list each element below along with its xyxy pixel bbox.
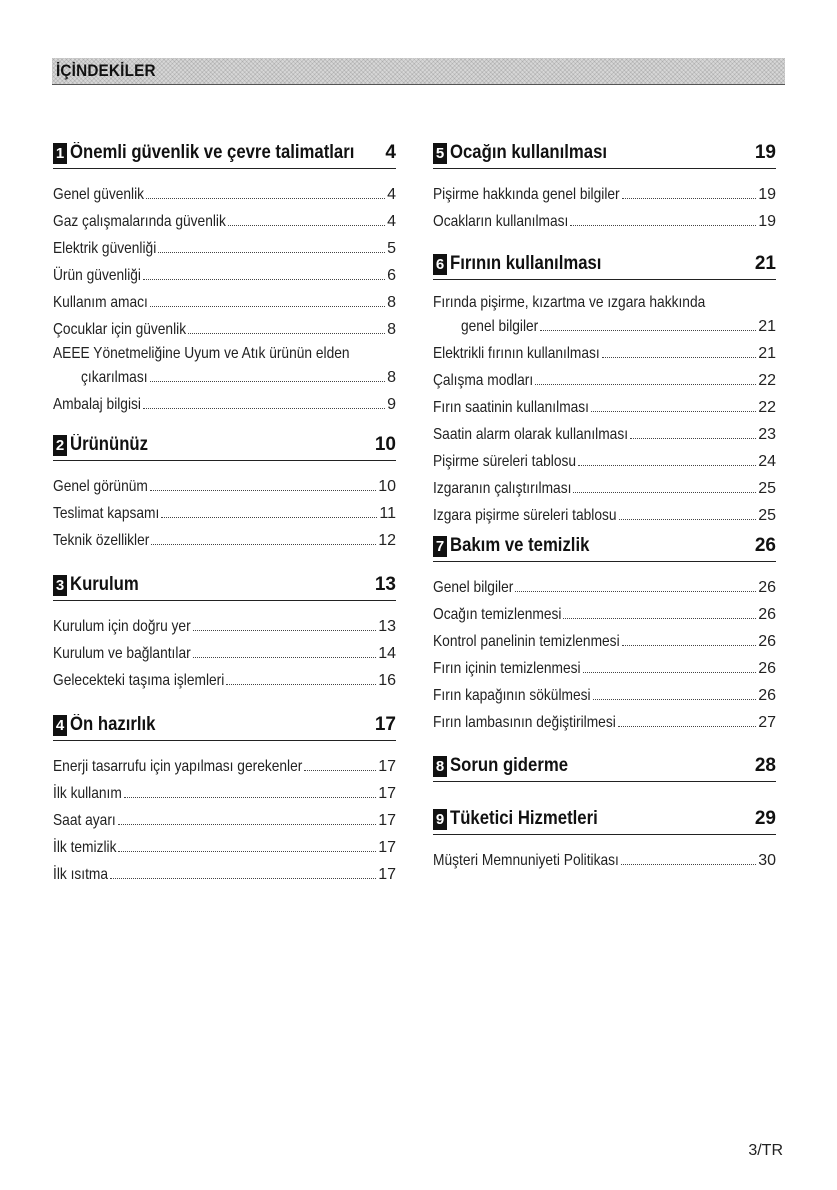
toc-entry[interactable] <box>433 204 776 231</box>
entry-text: Genel güvenlik <box>53 186 145 203</box>
entry-text-wrap <box>53 294 148 312</box>
section-page-number: 28 <box>754 755 776 776</box>
entry-page-number: 23 <box>758 426 776 443</box>
toc-entry[interactable] <box>53 177 396 204</box>
entry-text-wrap <box>433 399 589 417</box>
entry-list <box>53 609 396 690</box>
entry-line <box>53 363 396 387</box>
entry-text-wrap <box>53 866 108 884</box>
entry-page-number: 9 <box>387 396 396 413</box>
entry-text: Çocuklar için güvenlik <box>53 321 187 338</box>
toc-entry[interactable] <box>53 749 396 776</box>
toc-entry[interactable] <box>53 857 396 884</box>
section-page-number: 21 <box>754 253 776 274</box>
toc-entry[interactable] <box>53 496 396 523</box>
entry-list <box>433 288 776 525</box>
entry-text: Kullanım amacı <box>53 294 148 311</box>
toc-entry[interactable] <box>433 288 776 336</box>
toc-entry[interactable] <box>53 339 396 387</box>
entry-text-wrap <box>433 687 591 705</box>
toc-entry[interactable] <box>53 663 396 690</box>
entry-page-number: 13 <box>378 618 396 635</box>
dot-leader <box>578 465 756 466</box>
entry-text-wrap <box>53 213 226 231</box>
section-number-badge: 5 <box>433 143 447 164</box>
dot-leader <box>150 490 376 491</box>
entry-text-wrap <box>433 660 581 678</box>
entry-text: İlk kullanım <box>53 785 122 802</box>
entry-text: Gaz çalışmalarında güvenlik <box>53 213 226 230</box>
section-heading[interactable] <box>433 253 776 280</box>
entry-text: Fırın lambasının değiştirilmesi <box>433 714 616 731</box>
entry-page-number: 16 <box>378 672 396 689</box>
entry-text: Saat ayarı <box>53 812 116 829</box>
page-number: 3/TR <box>748 1142 783 1159</box>
entry-text: Teknik özellikler <box>53 532 150 549</box>
entry-page-number: 27 <box>758 714 776 731</box>
entry-text: Fırın içinin temizlenmesi <box>433 660 581 677</box>
entry-text-wrap <box>433 633 620 651</box>
entry-text: Kontrol panelinin temizlenmesi <box>433 633 620 650</box>
entry-page-number: 21 <box>758 345 776 362</box>
section-page-number: 29 <box>754 808 776 829</box>
dot-leader <box>573 492 756 493</box>
dot-leader <box>188 333 385 334</box>
dot-leader <box>226 684 376 685</box>
toc-section <box>53 714 396 884</box>
section-title: Önemli güvenlik ve çevre talimatları <box>70 142 355 163</box>
section-heading[interactable] <box>433 142 776 169</box>
entry-text: Ürün güvenliği <box>53 267 141 284</box>
entry-text-wrap <box>53 240 156 258</box>
entry-list <box>53 177 396 414</box>
entry-page-number: 26 <box>758 606 776 623</box>
entry-text: Fırında pişirme, kızartma ve ızgara hakkında <box>433 294 706 311</box>
entry-page-number: 8 <box>387 321 396 338</box>
toc-section <box>53 142 396 414</box>
entry-text-wrap <box>433 186 620 204</box>
section-page-number: 13 <box>374 574 396 595</box>
dot-leader <box>150 381 386 382</box>
entry-text-wrap <box>461 318 538 336</box>
section-heading[interactable] <box>53 574 396 601</box>
section-number-badge: 4 <box>53 715 67 736</box>
entry-list <box>433 843 776 870</box>
toc-section <box>433 808 776 870</box>
section-title: Ürününüz <box>70 434 149 455</box>
toc-entry[interactable] <box>433 336 776 363</box>
dot-leader <box>622 198 757 199</box>
entry-page-number: 17 <box>378 812 396 829</box>
entry-text-wrap <box>53 532 149 550</box>
toc-entry[interactable] <box>433 651 776 678</box>
section-title: Tüketici Hizmetleri <box>450 808 598 829</box>
entry-page-number: 12 <box>378 532 396 549</box>
entry-text: Izgaranın çalıştırılması <box>433 480 572 497</box>
entry-list <box>53 749 396 884</box>
entry-text-wrap <box>81 369 148 387</box>
toc-entry[interactable] <box>433 390 776 417</box>
section-title: Ön hazırlık <box>70 714 156 735</box>
entry-text-wrap <box>433 294 705 312</box>
dot-leader <box>602 357 757 358</box>
entry-text-wrap <box>433 372 533 390</box>
section-heading[interactable] <box>53 434 396 461</box>
dot-leader <box>619 519 757 520</box>
dot-leader <box>570 225 756 226</box>
toc-entry[interactable] <box>433 597 776 624</box>
dot-leader <box>193 657 377 658</box>
entry-page-number: 19 <box>758 213 776 230</box>
entry-text-wrap <box>433 606 561 624</box>
entry-text-wrap <box>433 480 571 498</box>
toc-entry[interactable] <box>433 678 776 705</box>
entry-page-number: 26 <box>758 633 776 650</box>
entry-line <box>53 339 396 363</box>
dot-leader <box>110 878 376 879</box>
toc-entry[interactable] <box>53 469 396 496</box>
dot-leader <box>124 797 376 798</box>
entry-page-number: 25 <box>758 480 776 497</box>
entry-text: Fırın kapağının sökülmesi <box>433 687 591 704</box>
entry-text-wrap <box>53 478 148 496</box>
entry-text: Ocağın temizlenmesi <box>433 606 562 623</box>
section-page-number: 17 <box>374 714 396 735</box>
entry-text: İlk ısıtma <box>53 866 109 883</box>
section-number-badge: 3 <box>53 575 67 596</box>
toc-entry[interactable] <box>53 523 396 550</box>
dot-leader <box>515 591 756 592</box>
section-title: Bakım ve temizlik <box>450 535 590 556</box>
entry-text-wrap <box>433 345 600 363</box>
entry-page-number: 26 <box>758 660 776 677</box>
dot-leader <box>228 225 385 226</box>
section-heading[interactable] <box>433 755 776 782</box>
dot-leader <box>118 824 376 825</box>
dot-leader <box>622 645 757 646</box>
section-page-number: 26 <box>754 535 776 556</box>
entry-page-number: 21 <box>758 318 776 335</box>
toc-section <box>433 755 776 790</box>
entry-page-number: 14 <box>378 645 396 662</box>
entry-page-number: 17 <box>378 866 396 883</box>
entry-text: Izgara pişirme süreleri tablosu <box>433 507 617 524</box>
entry-text: Pişirme hakkında genel bilgiler <box>433 186 620 203</box>
entry-text-wrap <box>433 213 568 231</box>
toc-section <box>433 142 776 231</box>
entry-text: Çalışma modları <box>433 372 534 389</box>
toc-entry[interactable] <box>53 776 396 803</box>
entry-page-number: 5 <box>387 240 396 257</box>
entry-page-number: 11 <box>379 505 396 522</box>
toc-entry[interactable] <box>433 624 776 651</box>
entry-page-number: 22 <box>758 372 776 389</box>
toc-entry[interactable] <box>53 312 396 339</box>
section-page-number: 4 <box>385 142 396 163</box>
toc-entry[interactable] <box>53 830 396 857</box>
entry-text: Genel görünüm <box>53 478 148 495</box>
dot-leader <box>563 618 756 619</box>
entry-text-wrap <box>53 758 302 776</box>
dot-leader <box>304 770 376 771</box>
entry-text-wrap <box>53 396 141 414</box>
dot-leader <box>150 306 385 307</box>
dot-leader <box>143 408 385 409</box>
entry-page-number: 26 <box>758 687 776 704</box>
entry-text-wrap <box>433 579 513 597</box>
toc-entry[interactable] <box>433 444 776 471</box>
entry-text: Ocakların kullanılması <box>433 213 569 230</box>
entry-text-wrap <box>53 812 116 830</box>
entry-text: Gelecekteki taşıma işlemleri <box>53 672 225 689</box>
entry-text-continued: genel bilgiler <box>461 318 539 335</box>
toc-entry[interactable] <box>433 471 776 498</box>
dot-leader <box>118 851 376 852</box>
dot-leader <box>535 384 756 385</box>
section-page-number: 19 <box>754 142 776 163</box>
entry-text: Teslimat kapsamı <box>53 505 160 522</box>
entry-page-number: 4 <box>387 213 396 230</box>
dot-leader <box>591 411 756 412</box>
dot-leader <box>158 252 385 253</box>
section-heading[interactable] <box>53 714 396 741</box>
entry-list <box>433 570 776 732</box>
entry-text: Saatin alarm olarak kullanılması <box>433 426 629 443</box>
entry-text: AEEE Yönetmeliğine Uyum ve Atık ürünün elden <box>53 345 350 362</box>
toc-entry[interactable] <box>433 417 776 444</box>
entry-page-number: 25 <box>758 507 776 524</box>
toc-entry[interactable] <box>433 363 776 390</box>
section-title: Ocağın kullanılması <box>450 142 608 163</box>
entry-text: Genel bilgiler <box>433 579 514 596</box>
toc-entry[interactable] <box>53 636 396 663</box>
toc-entry[interactable] <box>433 843 776 870</box>
entry-text-wrap <box>433 507 617 525</box>
entry-text: Kurulum için doğru yer <box>53 618 191 635</box>
toc-entry[interactable] <box>53 258 396 285</box>
entry-text-wrap <box>53 186 144 204</box>
toc-entry[interactable] <box>433 705 776 732</box>
entry-page-number: 17 <box>378 839 396 856</box>
entry-text: Pişirme süreleri tablosu <box>433 453 577 470</box>
entry-text-wrap <box>433 426 628 444</box>
entry-text-wrap <box>53 839 116 857</box>
section-number-badge: 8 <box>433 756 447 777</box>
dot-leader <box>540 330 756 331</box>
toc-entry[interactable] <box>53 231 396 258</box>
entry-text: Elektrik güvenliği <box>53 240 157 257</box>
dot-leader <box>583 672 757 673</box>
entry-text: Elektrikli fırının kullanılması <box>433 345 600 362</box>
section-number-badge: 2 <box>53 435 67 456</box>
entry-page-number: 10 <box>378 478 396 495</box>
entry-text: Fırın saatinin kullanılması <box>433 399 590 416</box>
section-number-badge: 6 <box>433 254 447 275</box>
section-title: Fırının kullanılması <box>450 253 602 274</box>
entry-text: Müşteri Memnuniyeti Politikası <box>433 852 619 869</box>
entry-text-wrap <box>433 453 576 471</box>
page-title: İÇİNDEKİLER <box>56 61 156 80</box>
entry-line <box>433 312 776 336</box>
dot-leader <box>630 438 756 439</box>
entry-text-wrap <box>53 785 122 803</box>
entry-text-wrap <box>433 852 619 870</box>
entry-page-number: 4 <box>387 186 396 203</box>
entry-text-wrap <box>53 321 186 339</box>
entry-text-wrap <box>53 345 350 363</box>
entry-text-wrap <box>53 645 191 663</box>
section-title: Sorun giderme <box>450 755 568 776</box>
toc-entry[interactable] <box>433 570 776 597</box>
section-page-number: 10 <box>374 434 396 455</box>
entry-page-number: 19 <box>758 186 776 203</box>
toc-entry[interactable] <box>433 177 776 204</box>
entry-page-number: 17 <box>378 785 396 802</box>
entry-text-continued: çıkarılması <box>81 369 148 386</box>
entry-list <box>433 177 776 231</box>
dot-leader <box>143 279 385 280</box>
section-heading[interactable] <box>433 535 776 562</box>
entry-text-wrap <box>53 505 159 523</box>
entry-text-wrap <box>53 267 141 285</box>
section-number-badge: 1 <box>53 143 67 164</box>
entry-text-wrap <box>53 618 191 636</box>
entry-page-number: 22 <box>758 399 776 416</box>
entry-page-number: 6 <box>387 267 396 284</box>
entry-text: İlk temizlik <box>53 839 117 856</box>
dot-leader <box>161 517 377 518</box>
section-number-badge: 7 <box>433 536 447 557</box>
entry-page-number: 17 <box>378 758 396 775</box>
toc-entry[interactable] <box>53 285 396 312</box>
dot-leader <box>193 630 377 631</box>
entry-text-wrap <box>53 672 224 690</box>
section-heading[interactable] <box>433 808 776 835</box>
dot-leader <box>151 544 376 545</box>
toc-entry[interactable] <box>53 803 396 830</box>
entry-text: Enerji tasarrufu için yapılması gerekenler <box>53 758 303 775</box>
dot-leader <box>146 198 385 199</box>
entry-text-wrap <box>433 714 616 732</box>
dot-leader <box>593 699 757 700</box>
entry-page-number: 8 <box>387 294 396 311</box>
entry-line <box>433 288 776 312</box>
toc-entry[interactable] <box>53 204 396 231</box>
dot-leader <box>621 864 756 865</box>
toc-section <box>433 253 776 525</box>
entry-page-number: 30 <box>758 852 776 869</box>
page-header-bar <box>52 58 785 85</box>
entry-text: Ambalaj bilgisi <box>53 396 141 413</box>
entry-text: Kurulum ve bağlantılar <box>53 645 191 662</box>
entry-list <box>53 469 396 550</box>
dot-leader <box>618 726 756 727</box>
section-number-badge: 9 <box>433 809 447 830</box>
section-heading[interactable] <box>53 142 396 169</box>
toc-entry[interactable] <box>53 609 396 636</box>
toc-section <box>433 535 776 732</box>
toc-entry[interactable] <box>433 498 776 525</box>
toc-section <box>53 434 396 550</box>
toc-section <box>53 574 396 690</box>
section-title: Kurulum <box>70 574 139 595</box>
toc-entry[interactable] <box>53 387 396 414</box>
entry-page-number: 26 <box>758 579 776 596</box>
entry-page-number: 8 <box>387 369 396 386</box>
entry-page-number: 24 <box>758 453 776 470</box>
